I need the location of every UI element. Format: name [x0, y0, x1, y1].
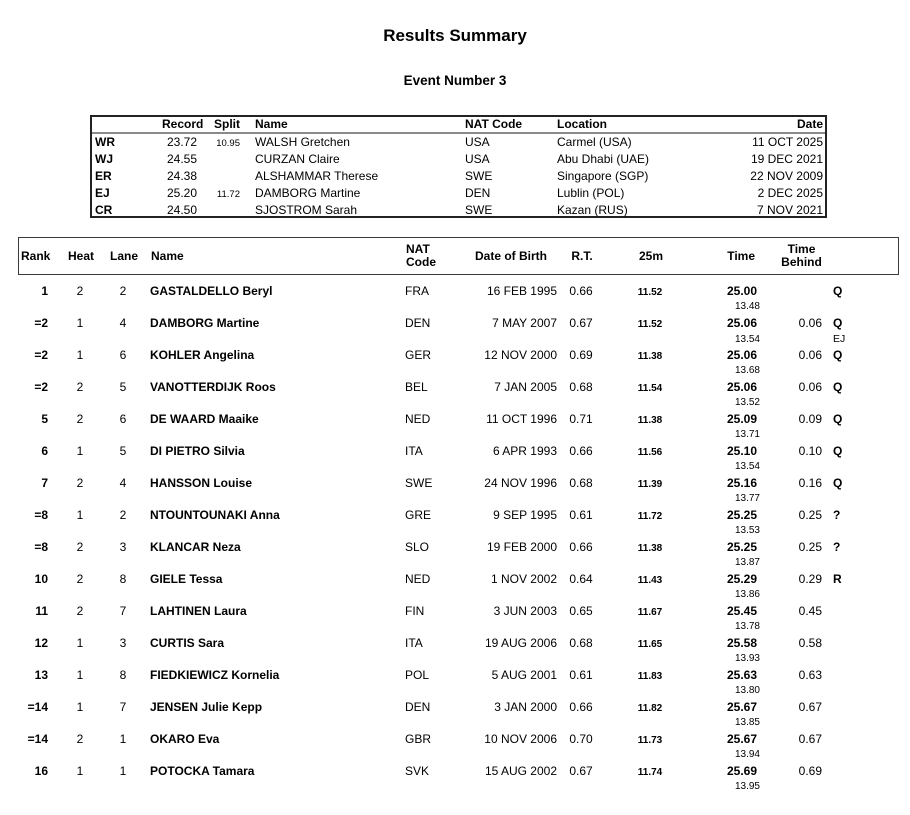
- records-header-split: Split: [214, 117, 240, 131]
- record-split: 11.72: [216, 189, 240, 200]
- result-25m-split: 11.65: [637, 639, 663, 650]
- result-second-25m-split: 13.77: [734, 493, 760, 504]
- result-reaction-time: 0.67: [569, 316, 593, 330]
- result-row: [18, 412, 899, 444]
- result-row: [18, 284, 899, 316]
- result-reaction-time: 0.66: [569, 700, 593, 714]
- result-time-behind: 0.09: [798, 412, 822, 426]
- result-lane: 5: [119, 380, 127, 394]
- results-header-lane: Lane: [109, 248, 138, 263]
- result-row-split-line: [18, 717, 899, 732]
- records-header-location: Location: [557, 117, 607, 131]
- results-header-nat-line1: NAT: [406, 242, 430, 256]
- result-swimmer-name: CURTIS Sara: [150, 636, 225, 650]
- result-swimmer-name: GASTALDELLO Beryl: [150, 284, 273, 298]
- result-row-split-line: [18, 429, 899, 444]
- record-nat-code: SWE: [465, 169, 493, 183]
- result-nat-code: GER: [405, 348, 432, 362]
- record-holder-name: DAMBORG Martine: [255, 186, 361, 200]
- result-reaction-time: 0.68: [569, 476, 593, 490]
- result-rank: 16: [34, 764, 48, 778]
- record-date: 11 OCT 2025: [752, 135, 823, 149]
- result-lane: 2: [119, 284, 127, 298]
- result-time-behind: 0.25: [798, 508, 822, 522]
- result-row-split-line: [18, 397, 899, 412]
- result-final-time: 25.25: [726, 540, 757, 554]
- result-qualification-mark: Q: [833, 412, 843, 426]
- result-rank: =14: [27, 732, 48, 746]
- result-swimmer-name: DI PIETRO Silvia: [150, 444, 245, 458]
- result-nat-code: FRA: [405, 284, 429, 298]
- result-final-time: 25.45: [726, 604, 757, 618]
- records-table: [90, 115, 827, 218]
- result-reaction-time: 0.69: [569, 348, 593, 362]
- result-25m-split: 11.38: [637, 543, 663, 554]
- result-final-time: 25.58: [726, 636, 757, 650]
- result-row-split-line: [18, 781, 899, 796]
- result-final-time: 25.69: [726, 764, 757, 778]
- result-rank: =8: [34, 508, 48, 522]
- results-header-row: [18, 237, 899, 275]
- result-rank: 13: [34, 668, 48, 682]
- result-swimmer-name: OKARO Eva: [150, 732, 220, 746]
- result-time-behind: 0.25: [798, 540, 822, 554]
- record-date: 19 DEC 2021: [750, 152, 823, 166]
- result-nat-code: NED: [405, 412, 431, 426]
- result-reaction-time: 0.64: [569, 572, 593, 586]
- result-heat: 2: [76, 412, 84, 426]
- records-header-nat-code: NAT Code: [465, 117, 523, 131]
- record-date: 2 DEC 2025: [757, 186, 823, 200]
- result-row-main-line: [18, 572, 899, 589]
- result-25m-split: 11.56: [637, 447, 663, 458]
- result-date-of-birth: 12 NOV 2000: [484, 348, 557, 362]
- result-25m-split: 11.72: [637, 511, 663, 522]
- result-date-of-birth: 7 MAY 2007: [492, 316, 557, 330]
- record-time: 25.20: [166, 186, 197, 200]
- result-second-25m-split: 13.68: [734, 365, 760, 376]
- result-date-of-birth: 19 AUG 2006: [484, 636, 557, 650]
- result-row: [18, 476, 899, 508]
- result-second-25m-split: 13.94: [734, 749, 760, 760]
- result-time-behind: 0.67: [798, 700, 822, 714]
- result-time-behind: 0.10: [798, 444, 822, 458]
- page-title: Results Summary: [383, 26, 527, 45]
- result-time-behind: 0.06: [798, 348, 822, 362]
- results-rows: [18, 275, 899, 796]
- result-reaction-time: 0.66: [569, 540, 593, 554]
- result-nat-code: SVK: [405, 764, 430, 778]
- records-header-name: Name: [255, 117, 288, 131]
- result-qualification-mark: ?: [833, 540, 841, 554]
- result-final-time: 25.06: [726, 316, 757, 330]
- result-nat-code: SWE: [405, 476, 433, 490]
- record-nat-code: SWE: [465, 203, 493, 217]
- result-25m-split: 11.54: [637, 383, 663, 394]
- result-row-main-line: [18, 540, 899, 557]
- record-location: Kazan (RUS): [557, 203, 628, 217]
- result-date-of-birth: 24 NOV 1996: [484, 476, 557, 490]
- record-code: CR: [95, 203, 113, 217]
- results-header-heat: Heat: [67, 248, 94, 263]
- result-lane: 3: [119, 540, 127, 554]
- record-time: 24.50: [166, 203, 197, 217]
- result-rank: 10: [34, 572, 48, 586]
- result-date-of-birth: 16 FEB 1995: [486, 284, 557, 298]
- result-heat: 1: [76, 444, 84, 458]
- result-row-split-line: [18, 621, 899, 636]
- result-lane: 8: [119, 572, 127, 586]
- result-row-main-line: [18, 476, 899, 493]
- result-second-25m-split: 13.93: [734, 653, 760, 664]
- result-25m-split: 11.38: [637, 351, 663, 362]
- result-final-time: 25.63: [726, 668, 757, 682]
- result-time-behind: 0.06: [798, 380, 822, 394]
- result-date-of-birth: 3 JAN 2000: [494, 700, 557, 714]
- result-row: [18, 700, 899, 732]
- result-date-of-birth: 11 OCT 1996: [486, 412, 557, 426]
- record-location: Singapore (SGP): [557, 169, 649, 183]
- result-second-25m-split: 13.71: [734, 429, 760, 440]
- result-second-25m-split: 13.54: [734, 461, 760, 472]
- result-date-of-birth: 19 FEB 2000: [486, 540, 557, 554]
- result-reaction-time: 0.67: [569, 764, 593, 778]
- result-rank: =2: [34, 348, 48, 362]
- result-final-time: 25.67: [726, 732, 757, 746]
- result-row: [18, 604, 899, 636]
- results-header-nat-line2: Code: [406, 255, 436, 269]
- result-row-split-line: [18, 653, 899, 668]
- result-second-25m-split: 13.80: [734, 685, 760, 696]
- result-row-main-line: [18, 732, 899, 749]
- result-row-split-line: [18, 461, 899, 476]
- result-rank: 6: [41, 444, 48, 458]
- result-date-of-birth: 6 APR 1993: [492, 444, 557, 458]
- result-25m-split: 11.83: [637, 671, 663, 682]
- result-qualification-mark: Q: [833, 348, 843, 362]
- record-code: EJ: [95, 186, 110, 200]
- result-row-main-line: [18, 604, 899, 621]
- result-25m-split: 11.39: [637, 479, 663, 490]
- result-nat-code: GBR: [405, 732, 432, 746]
- result-25m-split: 11.52: [637, 319, 663, 330]
- result-second-25m-split: 13.95: [734, 781, 760, 792]
- result-heat: 2: [76, 732, 84, 746]
- result-row: [18, 444, 899, 476]
- result-25m-split: 11.67: [637, 607, 663, 618]
- records-rows: [92, 134, 825, 219]
- result-qualification-mark: Q: [833, 380, 843, 394]
- record-row: [92, 134, 825, 151]
- result-lane: 6: [119, 348, 127, 362]
- result-time-behind: 0.69: [798, 764, 822, 778]
- result-reaction-time: 0.66: [569, 284, 593, 298]
- result-nat-code: ITA: [405, 636, 423, 650]
- result-nat-code: POL: [405, 668, 430, 682]
- result-reaction-time: 0.71: [569, 412, 593, 426]
- result-rank: =8: [34, 540, 48, 554]
- result-date-of-birth: 9 SEP 1995: [493, 508, 557, 522]
- record-holder-name: ALSHAMMAR Therese: [255, 169, 379, 183]
- result-lane: 8: [119, 668, 127, 682]
- result-lane: 1: [119, 764, 127, 778]
- result-swimmer-name: JENSEN Julie Kepp: [150, 700, 263, 714]
- record-code: ER: [95, 169, 112, 183]
- result-25m-split: 11.43: [637, 575, 663, 586]
- record-nat-code: DEN: [465, 186, 491, 200]
- result-rank: =14: [27, 700, 48, 714]
- result-lane: 1: [119, 732, 127, 746]
- result-lane: 4: [119, 476, 127, 490]
- result-nat-code: GRE: [405, 508, 432, 522]
- result-reaction-time: 0.68: [569, 380, 593, 394]
- results-header-rank: Rank: [21, 248, 51, 263]
- result-qualification-mark: Q: [833, 316, 843, 330]
- result-row-main-line: [18, 316, 899, 333]
- result-rank: 7: [41, 476, 48, 490]
- result-swimmer-name: NTOUNTOUNAKI Anna: [150, 508, 280, 522]
- result-reaction-time: 0.65: [569, 604, 593, 618]
- result-row-main-line: [18, 764, 899, 781]
- result-final-time: 25.10: [726, 444, 757, 458]
- result-time-behind: 0.16: [798, 476, 822, 490]
- result-row-main-line: [18, 700, 899, 717]
- result-lane: 2: [119, 508, 127, 522]
- result-row-main-line: [18, 508, 899, 525]
- result-rank: =2: [34, 316, 48, 330]
- result-row-split-line: [18, 685, 899, 700]
- result-row-main-line: [18, 444, 899, 461]
- results-header-behind-line2: Behind: [781, 255, 822, 269]
- result-row-main-line: [18, 636, 899, 653]
- record-location: Carmel (USA): [557, 135, 632, 149]
- record-row: [92, 151, 825, 168]
- result-qualification-mark: Q: [833, 444, 843, 458]
- result-heat: 2: [76, 284, 84, 298]
- result-row: [18, 732, 899, 764]
- result-rank: 11: [35, 604, 48, 618]
- result-row: [18, 508, 899, 540]
- result-swimmer-name: POTOCKA Tamara: [150, 764, 255, 778]
- record-location: Lublin (POL): [557, 186, 625, 200]
- record-location: Abu Dhabi (UAE): [557, 152, 650, 166]
- result-date-of-birth: 10 NOV 2006: [484, 732, 557, 746]
- record-row: [92, 168, 825, 185]
- result-row-split-line: [18, 589, 899, 604]
- result-row: [18, 636, 899, 668]
- record-time: 24.55: [166, 152, 197, 166]
- result-row-split-line: [18, 301, 899, 316]
- result-reaction-time: 0.70: [569, 732, 593, 746]
- record-split: 10.95: [216, 138, 240, 149]
- result-25m-split: 11.52: [637, 287, 663, 298]
- result-swimmer-name: DAMBORG Martine: [150, 316, 260, 330]
- record-code: WJ: [95, 152, 113, 166]
- result-heat: 1: [76, 700, 84, 714]
- result-row-main-line: [18, 348, 899, 365]
- result-row-split-line: [18, 365, 899, 380]
- result-lane: 3: [119, 636, 127, 650]
- result-second-25m-split: 13.78: [734, 621, 760, 632]
- result-qualification-mark: Q: [833, 284, 843, 298]
- result-qualification-mark: ?: [833, 508, 841, 522]
- result-final-time: 25.00: [726, 284, 757, 298]
- result-row: [18, 348, 899, 380]
- result-row: [18, 540, 899, 572]
- result-time-behind: 0.06: [798, 316, 822, 330]
- result-date-of-birth: 7 JAN 2005: [494, 380, 557, 394]
- result-reaction-time: 0.68: [569, 636, 593, 650]
- records-header-row: [92, 117, 825, 134]
- result-second-25m-split: 13.87: [734, 557, 760, 568]
- results-header-reaction-time: R.T.: [571, 248, 593, 263]
- record-holder-name: SJOSTROM Sarah: [255, 203, 358, 217]
- results-header-time-behind: [761, 243, 826, 269]
- result-time-behind: 0.45: [798, 604, 822, 618]
- result-nat-code: DEN: [405, 700, 431, 714]
- result-heat: 1: [76, 668, 84, 682]
- result-swimmer-name: DE WAARD Maaike: [150, 412, 259, 426]
- records-header-record: Record: [162, 117, 204, 131]
- result-row-main-line: [18, 668, 899, 685]
- record-time: 24.38: [166, 169, 197, 183]
- result-date-of-birth: 1 NOV 2002: [490, 572, 557, 586]
- result-row: [18, 668, 899, 700]
- result-row-split-line: [18, 525, 899, 540]
- result-lane: 5: [119, 444, 127, 458]
- result-time-behind: 0.63: [798, 668, 822, 682]
- result-final-time: 25.06: [726, 380, 757, 394]
- result-nat-code: SLO: [405, 540, 430, 554]
- results-header-time: Time: [727, 248, 755, 263]
- result-heat: 1: [76, 316, 84, 330]
- result-nat-code: NED: [405, 572, 431, 586]
- result-final-time: 25.67: [726, 700, 757, 714]
- result-lane: 7: [119, 700, 127, 714]
- result-swimmer-name: GIELE Tessa: [150, 572, 223, 586]
- result-time-behind: 0.67: [798, 732, 822, 746]
- result-heat: 2: [76, 476, 84, 490]
- result-row-main-line: [18, 412, 899, 429]
- record-nat-code: USA: [465, 152, 490, 166]
- result-heat: 1: [76, 764, 84, 778]
- results-header-name: Name: [151, 248, 184, 263]
- result-swimmer-name: VANOTTERDIJK Roos: [150, 380, 276, 394]
- result-row-split-line: [18, 493, 899, 508]
- result-final-time: 25.09: [726, 412, 757, 426]
- result-rank: 1: [41, 284, 48, 298]
- result-date-of-birth: 3 JUN 2003: [493, 604, 557, 618]
- result-final-time: 25.25: [726, 508, 757, 522]
- result-nat-code: FIN: [405, 604, 425, 618]
- record-date: 22 NOV 2009: [750, 169, 823, 183]
- result-row: [18, 380, 899, 412]
- result-swimmer-name: KLANCAR Neza: [150, 540, 241, 554]
- record-date: 7 NOV 2021: [756, 203, 823, 217]
- result-25m-split: 11.73: [637, 735, 663, 746]
- event-number: Event Number 3: [403, 73, 507, 88]
- result-lane: 7: [119, 604, 127, 618]
- records-header-date: Date: [796, 117, 823, 131]
- result-reaction-time: 0.61: [569, 508, 593, 522]
- result-lane: 4: [119, 316, 127, 330]
- result-date-of-birth: 15 AUG 2002: [484, 764, 557, 778]
- result-final-time: 25.16: [726, 476, 757, 490]
- result-time-behind: 0.58: [798, 636, 822, 650]
- result-second-25m-split: 13.52: [734, 397, 760, 408]
- result-heat: 1: [76, 636, 84, 650]
- result-row-split-line: [18, 557, 899, 572]
- results-header-25m: 25m: [638, 248, 664, 263]
- result-heat: 1: [76, 508, 84, 522]
- result-date-of-birth: 5 AUG 2001: [491, 668, 557, 682]
- result-final-time: 25.29: [726, 572, 757, 586]
- result-row-split-line: [18, 749, 899, 764]
- result-heat: 2: [76, 380, 84, 394]
- result-25m-split: 11.74: [637, 767, 663, 778]
- result-qualification-mark: R: [833, 572, 842, 586]
- result-reaction-time: 0.61: [569, 668, 593, 682]
- record-row: [92, 185, 825, 202]
- result-final-time: 25.06: [726, 348, 757, 362]
- result-second-25m-split: 13.85: [734, 717, 760, 728]
- result-row-main-line: [18, 284, 899, 301]
- record-holder-name: CURZAN Claire: [255, 152, 340, 166]
- result-swimmer-name: KOHLER Angelina: [150, 348, 255, 362]
- result-nat-code: DEN: [405, 316, 431, 330]
- result-heat: 2: [76, 540, 84, 554]
- result-second-25m-split: 13.48: [734, 301, 760, 312]
- result-25m-split: 11.82: [637, 703, 663, 714]
- result-second-25m-split: 13.53: [734, 525, 760, 536]
- results-header-date-of-birth: Date of Birth: [475, 248, 547, 263]
- result-heat: 1: [76, 348, 84, 362]
- result-rank: 5: [41, 412, 48, 426]
- result-row: [18, 316, 899, 348]
- result-swimmer-name: HANSSON Louise: [150, 476, 253, 490]
- result-reaction-time: 0.66: [569, 444, 593, 458]
- record-row: [92, 202, 825, 219]
- result-record-mark: EJ: [833, 333, 846, 345]
- result-row: [18, 764, 899, 796]
- record-time: 23.72: [166, 135, 197, 149]
- result-second-25m-split: 13.86: [734, 589, 760, 600]
- results-header-nat-code: [401, 243, 451, 269]
- record-nat-code: USA: [465, 135, 490, 149]
- result-nat-code: ITA: [405, 444, 423, 458]
- result-lane: 6: [119, 412, 127, 426]
- result-heat: 2: [76, 572, 84, 586]
- result-nat-code: BEL: [405, 380, 428, 394]
- record-holder-name: WALSH Gretchen: [255, 135, 350, 149]
- result-swimmer-name: LAHTINEN Laura: [150, 604, 247, 618]
- result-25m-split: 11.38: [637, 415, 663, 426]
- result-qualification-mark: Q: [833, 476, 843, 490]
- result-heat: 2: [76, 604, 84, 618]
- result-swimmer-name: FIEDKIEWICZ Kornelia: [150, 668, 280, 682]
- result-row-main-line: [18, 380, 899, 397]
- results-header-behind-line1: Time: [787, 242, 816, 256]
- result-second-25m-split: 13.54: [734, 334, 760, 345]
- result-row: [18, 572, 899, 604]
- result-rank: 12: [34, 636, 48, 650]
- result-rank: =2: [34, 380, 48, 394]
- result-time-behind: 0.29: [798, 572, 822, 586]
- result-row-split-line: [18, 333, 899, 348]
- record-code: WR: [95, 135, 115, 149]
